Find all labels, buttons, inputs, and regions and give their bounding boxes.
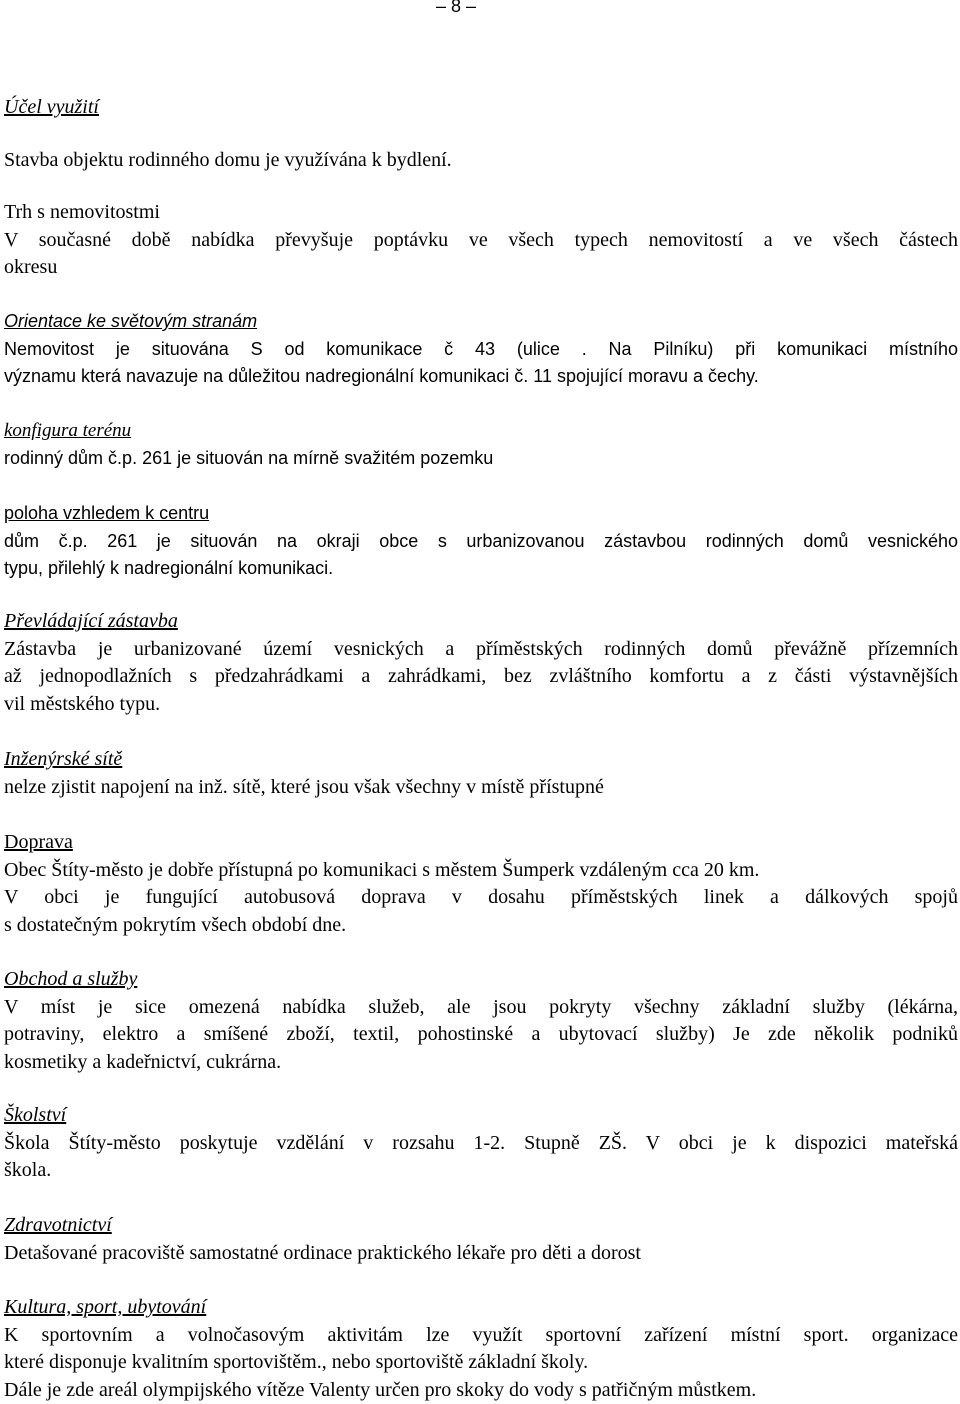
text-line: V obci je fungující autobusová doprava v dosahu příměstských linek a dálkových spojů [4,884,958,912]
text-line: V současné době nabídka převyšuje poptávku ve všech typech nemovitostí a ve všech částech [4,227,958,255]
section-obchod [4,966,958,1076]
section-heading: konfigura terénu [4,417,958,445]
section-zastavba [4,608,958,718]
section-heading: Inženýrské sítě [4,746,958,774]
text-line: typu, přilehlý k nadregionální komunikaci. [4,555,958,583]
text-line: V míst je sice omezená nabídka služeb, ale jsou pokryty všechny základní služby (lékárna, [4,994,958,1022]
text-line: rodinný dům č.p. 261 je situován na mírně svažitém pozemku [4,445,958,473]
section-poloha [4,500,958,583]
text-line: škola. [4,1157,958,1185]
section-heading: Kultura, sport, ubytování [4,1294,958,1322]
section-heading: poloha vzhledem k centru [4,500,958,528]
section-ucel-body [4,147,958,175]
text-line: které disponuje kvalitním sportovištěm., nebo sportoviště základní školy. [4,1349,958,1377]
section-heading: Obchod a služby [4,966,958,994]
text-line: Škola Štíty-město poskytuje vzdělání v rozsahu 1-2. Stupně ZŠ. V obci je k dispozici mateřská [4,1130,958,1158]
text-line: nelze zjistit napojení na inž. sítě, které jsou však všechny v místě přístupné [4,774,958,802]
section-heading: Trh s nemovitostmi [4,199,958,227]
section-heading: Doprava [4,829,958,857]
section-heading: Orientace ke světovým stranám [4,308,958,336]
section-heading: Účel využití [4,94,958,122]
text-line: okresu [4,254,958,282]
text-line: Dále je zde areál olympijského vítěze Valenty určen pro skoky do vody s patřičným můstkem. [4,1377,958,1404]
section-doprava [4,829,958,939]
text-line: K sportovním a volnočasovým aktivitám lze využít sportovní zařízení místní sport. organizace [4,1322,958,1350]
text-line: kosmetiky a kadeřnictví, cukrárna. [4,1049,958,1077]
text-line: Obec Štíty-město je dobře přístupná po komunikaci s městem Šumperk vzdáleným cca 20 km. [4,857,958,885]
section-heading: Zdravotnictví [4,1212,958,1240]
text-line: Nemovitost je situována S od komunikace č 43 (ulice . Na Pilníku) při komunikaci místního [4,336,958,364]
text-line: významu která navazuje na důležitou nadregionální komunikaci č. 11 spojující moravu a čechy. [4,363,958,391]
section-ucel [4,94,958,122]
section-heading: Převládající zástavba [4,608,958,636]
text-line: dům č.p. 261 je situován na okraji obce s urbanizovanou zástavbou rodinných domů vesnického [4,528,958,556]
text-line: Detašované pracoviště samostatné ordinace praktického lékaře pro děti a dorost [4,1240,958,1268]
text-line: potraviny, elektro a smíšené zboží, textil, pohostinské a ubytovací služby) Je zde několik podniků [4,1021,958,1049]
text-line: až jednopodlažních s předzahrádkami a zahrádkami, bez zvláštního komfortu a z části výstavnějších [4,663,958,691]
section-heading: Školství [4,1102,958,1130]
section-trh [4,199,958,282]
section-skolstvi [4,1102,958,1185]
section-konfigurace [4,417,958,472]
section-orientace [4,308,958,391]
text-line: s dostatečným pokrytím všech období dne. [4,912,958,940]
page-number: – 8 – [0,0,912,17]
text-line: vil městského typu. [4,691,958,719]
text-line: Stavba objektu rodinného domu je využívána k bydlení. [4,147,958,175]
section-zdravotnictvi [4,1212,958,1267]
section-kultura [4,1294,958,1404]
section-site [4,746,958,801]
text-line: Zástavba je urbanizované území vesnických a příměstských rodinných domů převážně přízemních [4,636,958,664]
